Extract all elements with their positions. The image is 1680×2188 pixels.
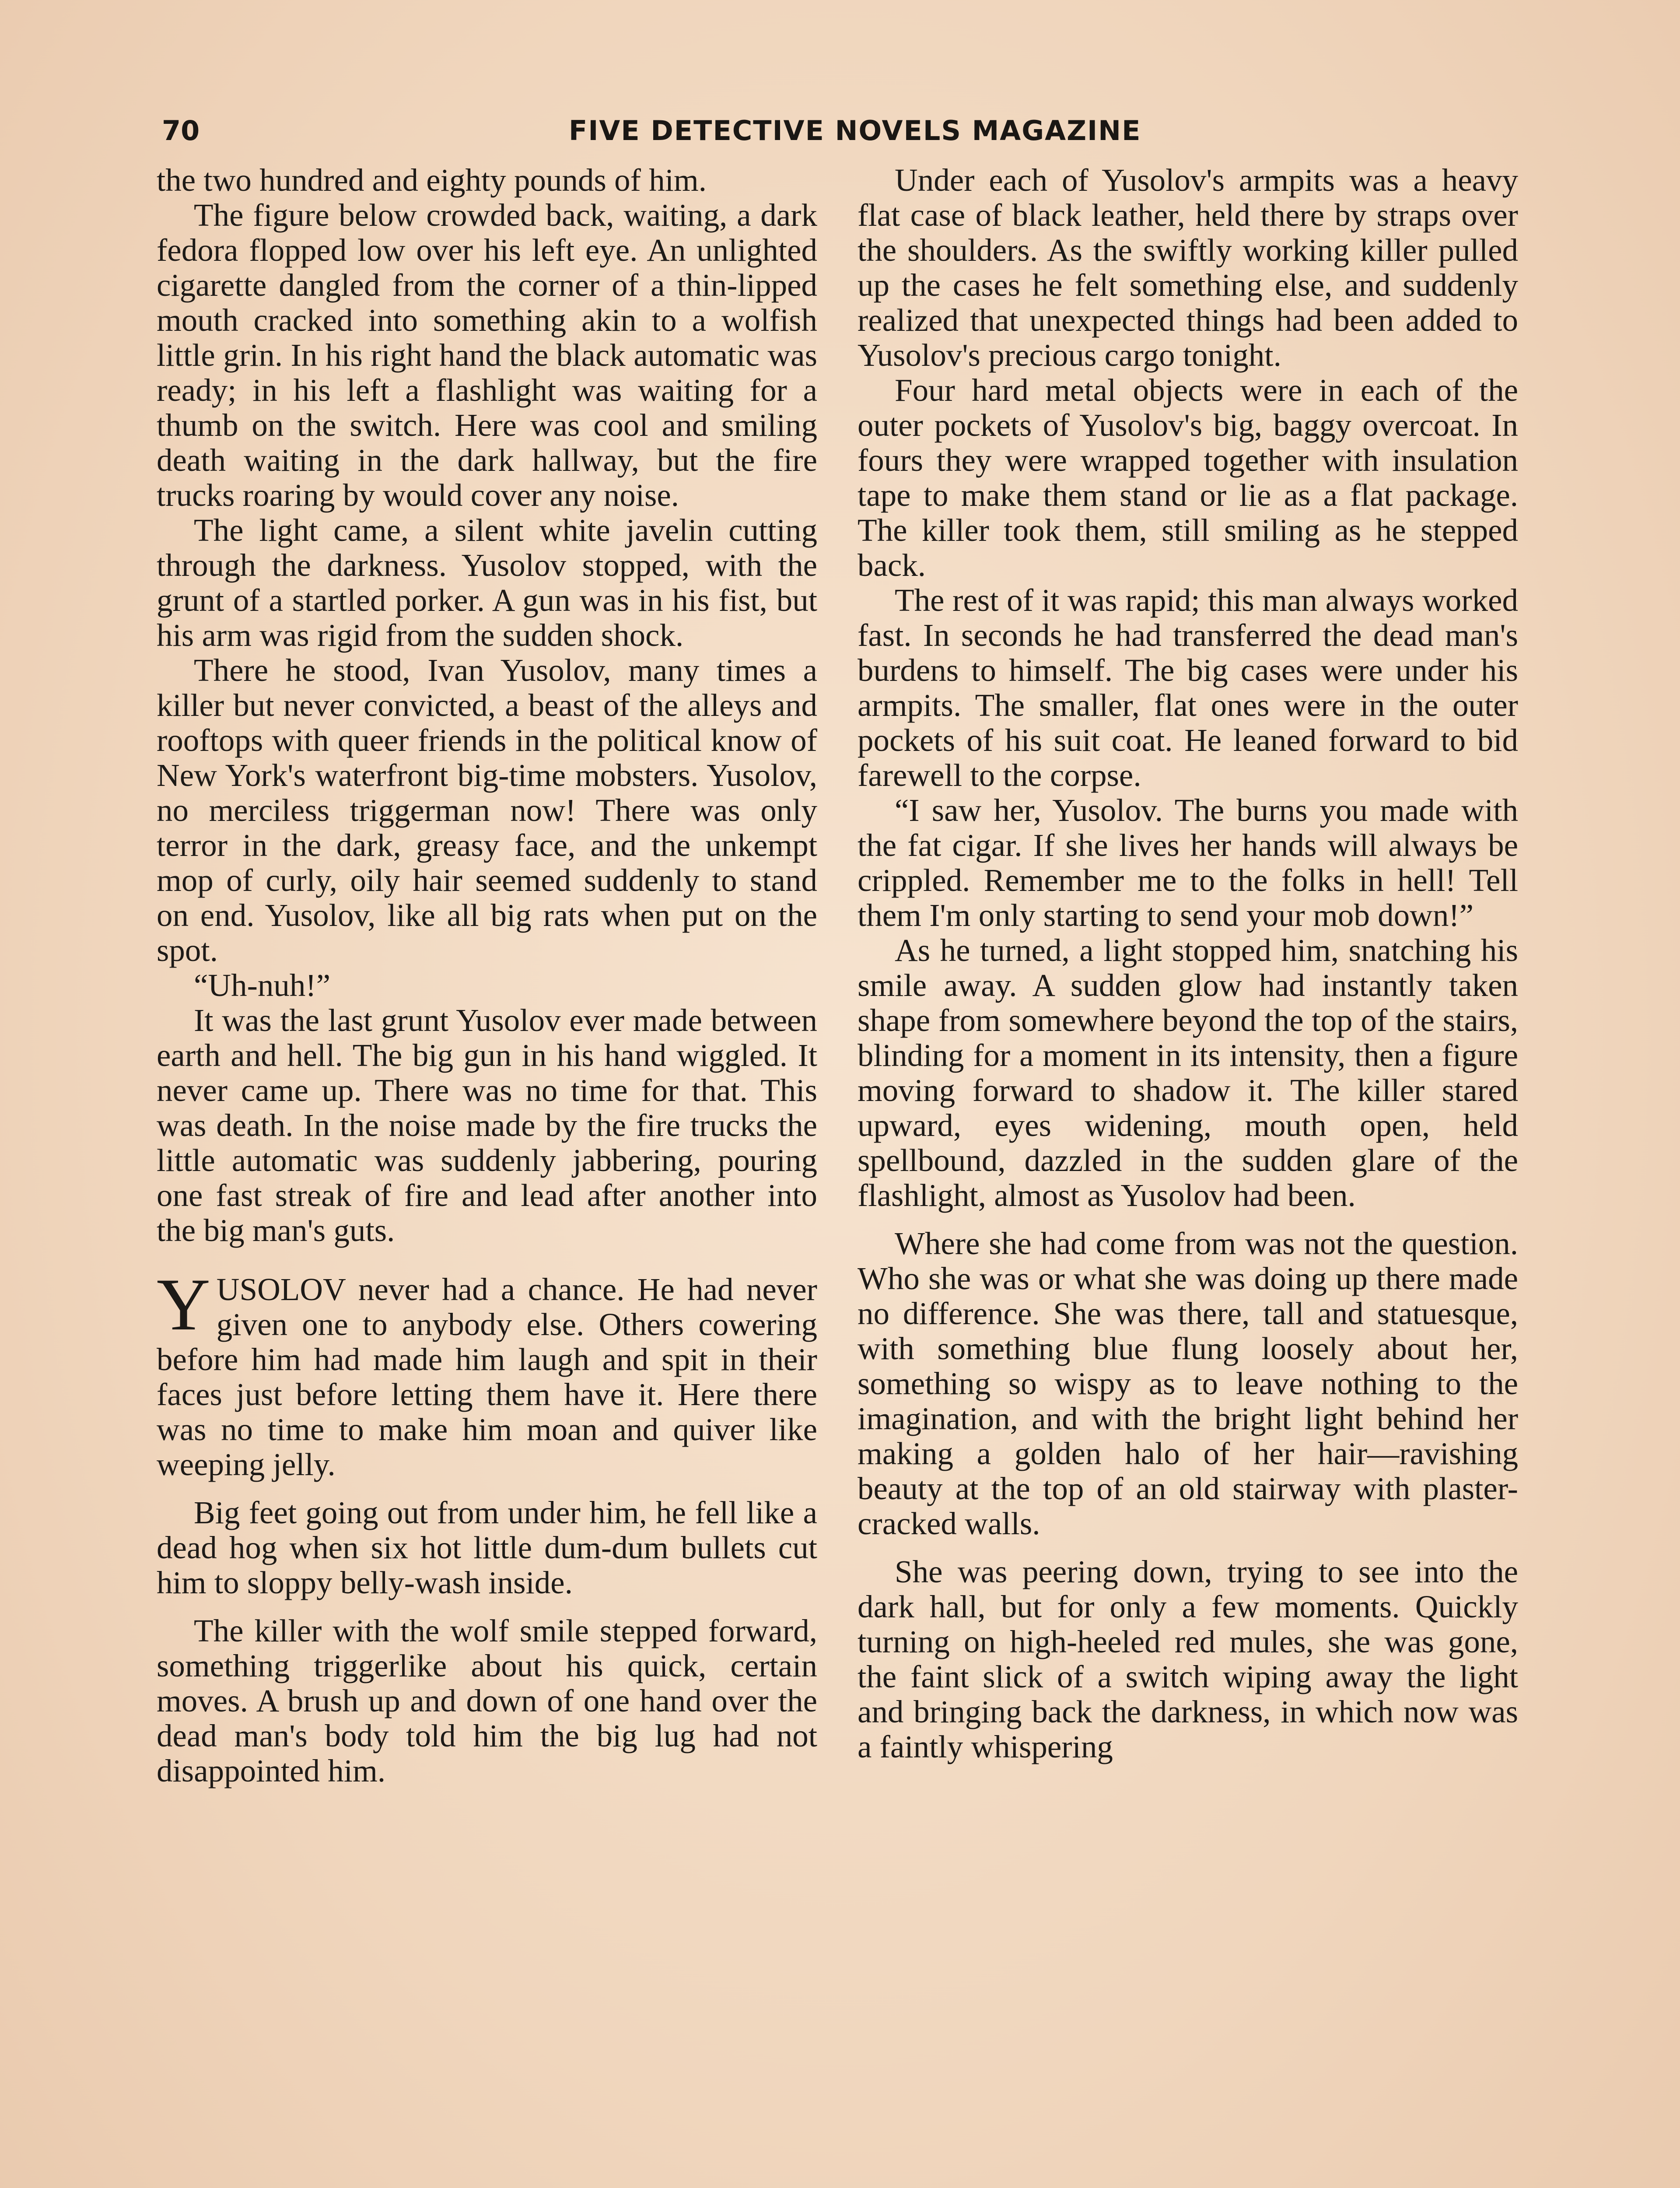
paragraph: “Uh-nuh!” <box>194 968 331 1003</box>
paragraph: “I saw her, Yusolov. The burns you made with the fat cigar. If she lives her hands will always be crippled. Remember me to the folks in hell! Tell them I'm only starting to send your mob down!” <box>858 792 1518 933</box>
paragraph: The light came, a silent white javelin cutting through the darkness. Yusolov stopped, with the grunt of a startled porker. A gun was in his fist, but his arm was rigid from the sudden shock. <box>157 512 817 653</box>
paragraph: The killer with the wolf smile stepped forward, something triggerlike about his quick, certain moves. A brush up and down of one hand over the dead man's body told him the big lug had not disappointed him. <box>157 1613 817 1788</box>
page-header <box>162 115 1531 154</box>
page-number: 70 <box>162 115 200 147</box>
paragraph: Where she had come from was not the question. Who she was or what she was doing up there made no difference. She was there, tall and statuesque, with something blue flung loosely about her, something so wispy as to leave nothing to the imagination, and with the bright light behind her making a golden halo of her hair—ravishing beauty at the top of an old stairway with plaster-cracked walls. <box>858 1226 1518 1541</box>
running-head: FIVE DETECTIVE NOVELS MAGAZINE <box>569 115 1141 147</box>
right-column <box>858 163 1518 2188</box>
paragraph: There he stood, Ivan Yusolov, many times a killer but never convicted, a beast of the alleys and rooftops with queer friends in the political know of New York's waterfront big-time mobsters. Yusolov, no merciless triggerman now! There was only terror in the dark, greasy face, and the unkempt mop of curly, oily hair seemed suddenly to stand on end. Yusolov, like all big rats when put on the spot. <box>157 652 817 968</box>
paragraph: Four hard metal objects were in each of the outer pockets of Yusolov's big, baggy overcoat. In fours they were wrapped together with insulation tape to make them stand or lie as a flat package. The killer took them, still smiling as he stepped back. <box>858 372 1518 583</box>
paragraph: the two hundred and eighty pounds of him. <box>157 163 707 198</box>
paragraph: The figure below crowded back, waiting, a dark fedora flopped low over his left eye. An unlighted cigarette dangled from the corner of a thin-lipped mouth cracked into something akin to a wolfish little grin. In his right hand the black automatic was ready; in his left a flashlight was waiting for a thumb on the switch. Here was cool and smiling death waiting in the dark hallway, but the fire trucks roaring by would cover any noise. <box>157 197 817 513</box>
drop-cap: Y <box>157 1263 210 1346</box>
paragraph: As he turned, a light stopped him, snatching his smile away. A sudden glow had instantly taken shape from somewhere beyond the top of the stairs, blinding for a moment in its intensity, then a figure moving forward to shadow it. The killer stared upward, eyes widening, mouth open, held spellbound, dazzled in the sudden glare of the flashlight, almost as Yusolov had been. <box>858 933 1518 1213</box>
left-column <box>157 163 817 2188</box>
section-paragraph <box>157 1263 817 1482</box>
paragraph: The rest of it was rapid; this man always worked fast. In seconds he had transferred the dead man's burdens to himself. The big cases were under his armpits. The smaller, flat ones were in the outer pockets of his suit coat. He leaned forward to bid farewell to the corpse. <box>858 582 1518 793</box>
paragraph: Under each of Yusolov's armpits was a heavy flat case of black leather, held there by straps over the shoulders. As the swiftly working killer pulled up the cases he felt something else, and suddenly realized that unexpected things had been added to Yusolov's precious cargo tonight. <box>858 163 1518 373</box>
paragraph: It was the last grunt Yusolov ever made between earth and hell. The big gun in his hand wiggled. It never came up. There was no time for that. This was death. In the noise made by the fire trucks the little automatic was suddenly jabbering, pouring one fast streak of fire and lead after another into the big man's guts. <box>157 1003 817 1248</box>
paragraph: She was peering down, trying to see into the dark hall, but for only a few moments. Quickly turning on high-heeled red mules, she was gone, the faint slick of a switch wiping away the light and bringing back the darkness, in which now was a faintly whispering <box>858 1554 1518 1764</box>
paragraph: Big feet going out from under him, he fell like a dead hog when six hot little dum-dum bullets cut him to sloppy belly-wash inside. <box>157 1495 817 1600</box>
section-text: USOLOV never had a chance. He had never given one to anybody else. Others cowering before him had made him laugh and spit in their faces just before letting them have it. Here there was no time to make him moan and quiver like weeping jelly. <box>157 1272 817 1482</box>
